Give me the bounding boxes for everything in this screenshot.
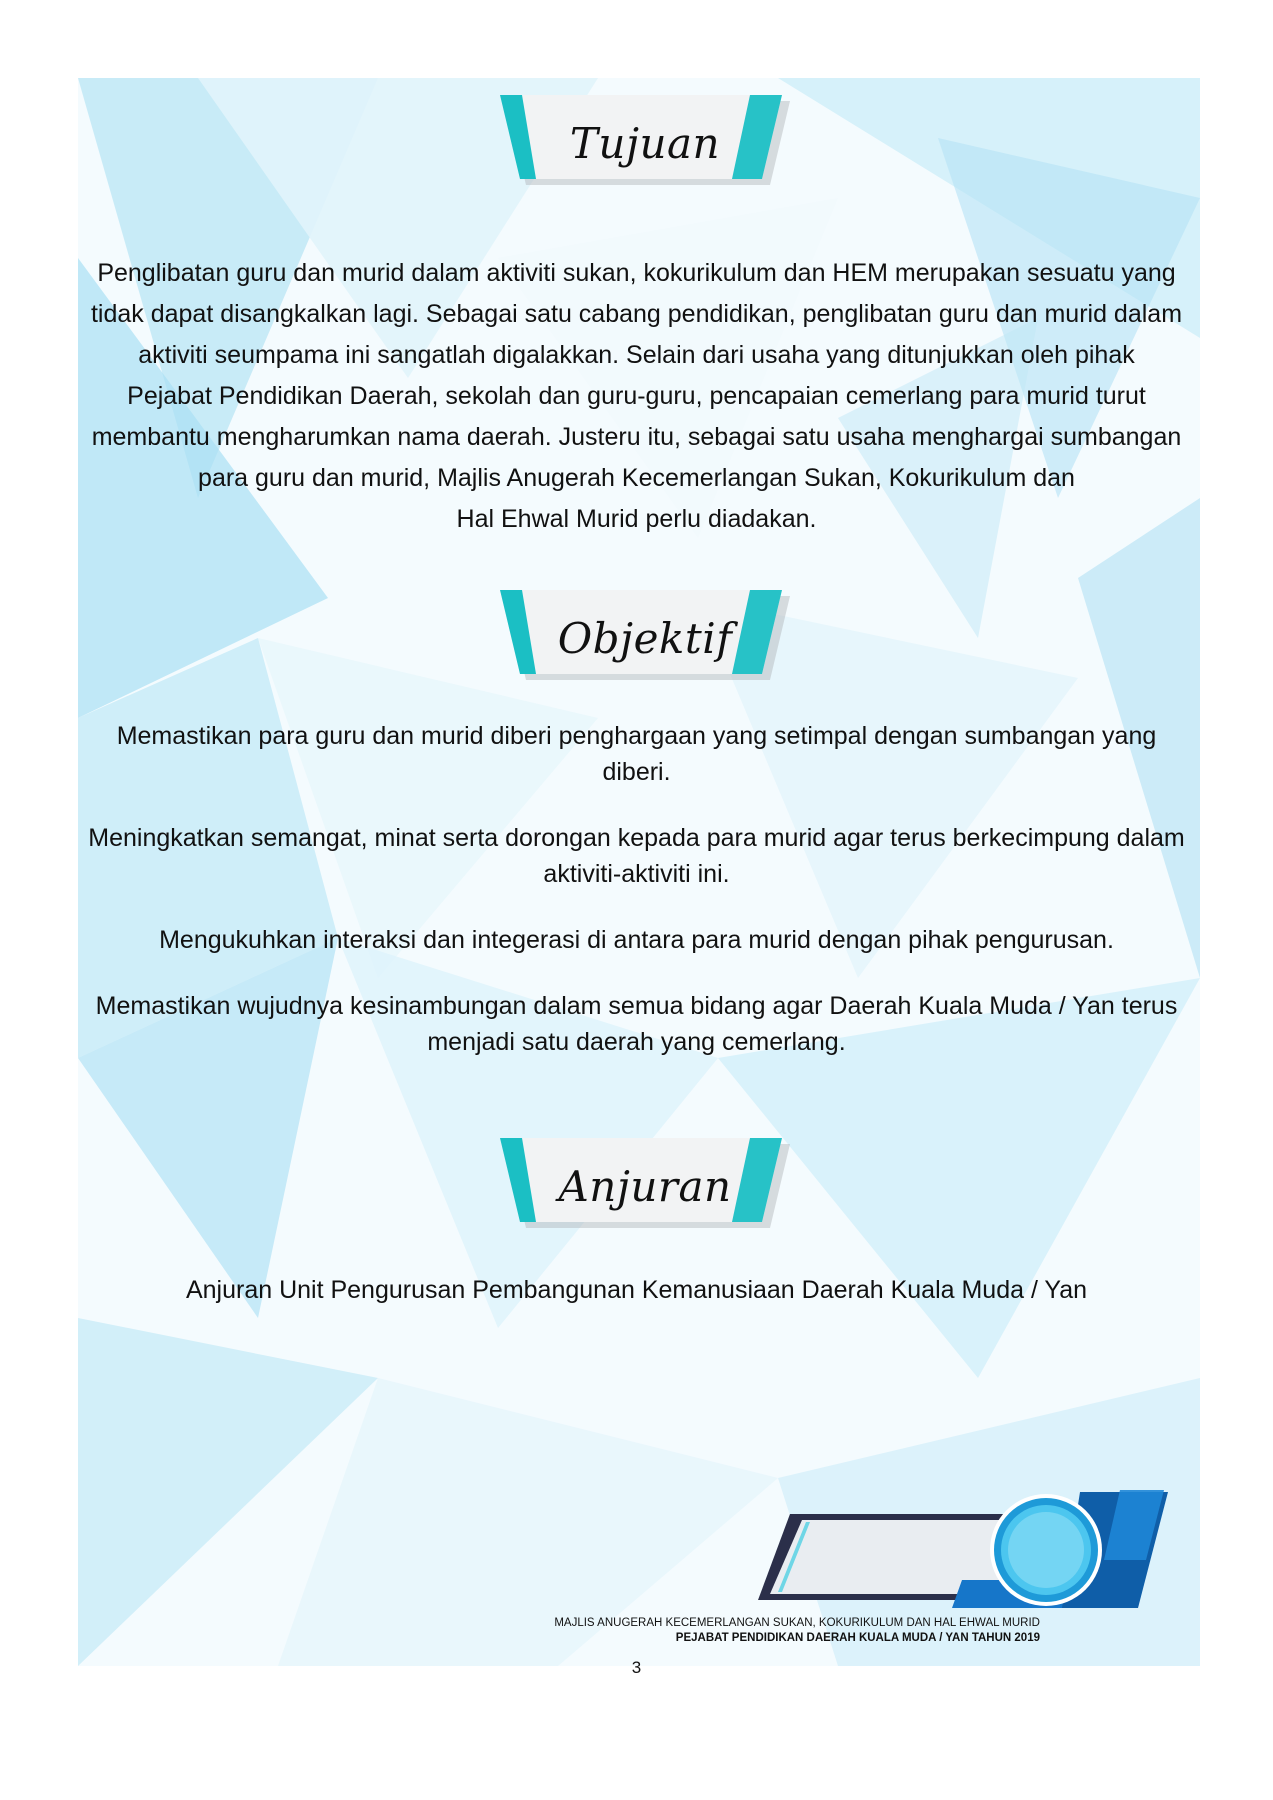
- objektif-line: Memastikan para guru dan murid diberi penghargaan yang setimpal dengan sumbangan yang diberi.: [116, 722, 1157, 786]
- tujuan-line: aktiviti seumpama ini sangatlah digalakkan. Selain dari usaha yang ditunjukkan oleh pihak: [138, 341, 1135, 369]
- footer-organization: PEJABAT PENDIDIKAN DAERAH KUALA MUDA / YAN TAHUN 2019: [675, 1632, 1040, 1644]
- objektif-line: Meningkatkan semangat, minat serta dorongan kepada para murid agar terus berkecimpung dalam: [88, 824, 1185, 852]
- footer-decoration: [750, 1490, 1170, 1610]
- footer-event-title: MAJLIS ANUGERAH KECEMERLANGAN SUKAN, KOKURIKULUM DAN HAL EHWAL MURID: [554, 1617, 1040, 1629]
- tujuan-heading: Tujuan: [569, 118, 721, 168]
- tujuan-line: Hal Ehwal Murid perlu diadakan.: [456, 505, 817, 533]
- objektif-line: menjadi satu daerah yang cemerlang.: [427, 1028, 846, 1056]
- tujuan-line: Penglibatan guru dan murid dalam aktiviti sukan, kokurikulum dan HEM merupakan sesuatu yang: [97, 259, 1176, 287]
- objektif-list: [80, 718, 1193, 1090]
- anjuran-text: Anjuran Unit Pengurusan Pembangunan Kemanusiaan Daerah Kuala Muda / Yan: [185, 1276, 1088, 1304]
- objektif-item: [80, 718, 1193, 790]
- objektif-heading-banner: [500, 590, 790, 686]
- page-number: 3: [631, 1658, 642, 1677]
- objektif-line: aktiviti-aktiviti ini.: [543, 860, 730, 888]
- tujuan-heading-banner: [500, 95, 790, 191]
- tujuan-line: membantu mengharumkan nama daerah. Justeru itu, sebagai satu usaha menghargai sumbangan: [91, 423, 1182, 451]
- objektif-item: [80, 820, 1193, 892]
- tujuan-paragraph: [80, 253, 1193, 540]
- objektif-heading: Objektif: [557, 613, 733, 663]
- tujuan-line: tidak dapat disangkalkan lagi. Sebagai satu cabang pendidikan, penglibatan guru dan murid dalam: [90, 300, 1183, 328]
- anjuran-paragraph: [80, 1270, 1193, 1311]
- objektif-line: Memastikan wujudnya kesinambungan dalam semua bidang agar Daerah Kuala Muda / Yan terus: [95, 992, 1178, 1020]
- anjuran-heading-banner: [500, 1138, 790, 1234]
- tujuan-line: Pejabat Pendidikan Daerah, sekolah dan guru-guru, pencapaian cemerlang para murid turut: [127, 382, 1146, 410]
- tujuan-line: para guru dan murid, Majlis Anugerah Kecemerlangan Sukan, Kokurikulum dan: [198, 464, 1075, 492]
- objektif-item: [80, 988, 1193, 1060]
- anjuran-heading: Anjuran: [558, 1161, 732, 1211]
- objektif-item: [80, 922, 1193, 958]
- objektif-line: Mengukuhkan interaksi dan integerasi di antara para murid dengan pihak pengurusan.: [159, 926, 1114, 954]
